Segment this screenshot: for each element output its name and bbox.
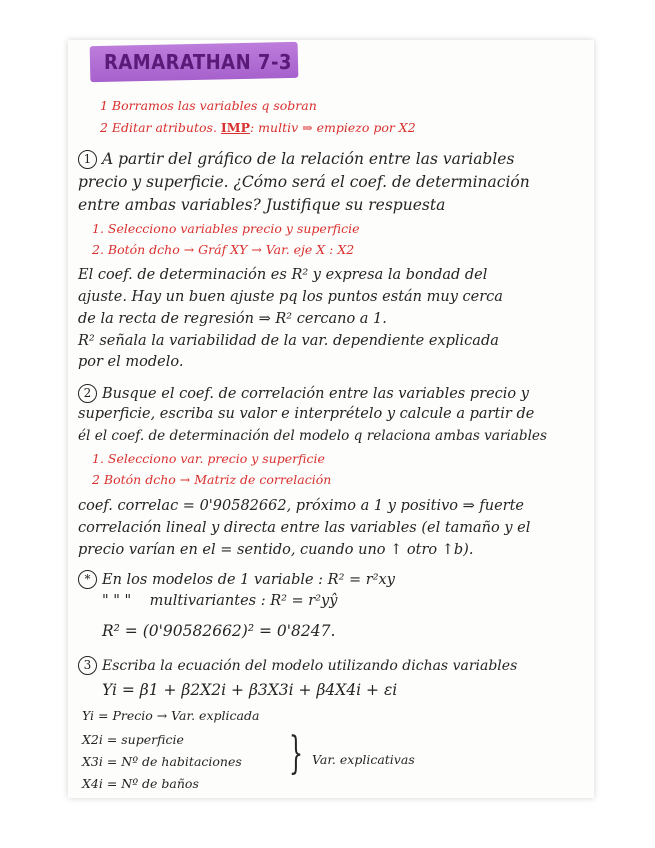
note-calc: R² = (0'90582662)² = 0'8247. xyxy=(102,622,336,640)
q1-answer-5: por el modelo. xyxy=(78,354,184,370)
q2-answer-1: coef. correlac = 0'90582662, próximo a 1 y positivo ⇒ fuerte xyxy=(78,498,525,514)
q1-number: 1 xyxy=(78,150,97,169)
q1-line-3: entre ambas variables? Justifique su respuesta xyxy=(78,196,446,214)
note-line-2-rest: multivariantes : R² = r²yŷ xyxy=(149,593,338,609)
def-x4: X4i = Nº de baños xyxy=(82,776,199,791)
q1-line-2: precio y superficie. ¿Cómo será el coef. de determinación xyxy=(78,173,530,191)
notebook-page xyxy=(68,40,594,798)
def-x2: X2i = superficie xyxy=(82,732,184,747)
q2-line-3: él el coef. de determinación del modelo q relaciona ambas variables xyxy=(78,428,547,444)
intro-step-2 xyxy=(100,120,416,135)
q1-answer-2: ajuste. Hay un buen ajuste pq los puntos están muy cerca xyxy=(78,289,503,305)
note-marker: * xyxy=(78,570,97,589)
q2-number: 2 xyxy=(78,384,97,403)
note-line-2 xyxy=(102,593,337,609)
q3-line: 3 Escriba la ecuación del modelo utilizando dichas variables xyxy=(78,656,517,675)
imp-label: IMP xyxy=(220,120,250,135)
q1-step-2: 2. Botón dcho → Gráf XY → Var. eje X : X2 xyxy=(92,242,355,257)
page-title: RAMARATHAN 7-3 xyxy=(104,50,292,74)
brace: } xyxy=(289,728,303,779)
def-x3: X3i = Nº de habitaciones xyxy=(82,754,242,769)
intro-step-1: 1 Borramos las variables q sobran xyxy=(100,98,317,113)
q2-step-2: 2 Botón dcho → Matriz de correlación xyxy=(92,472,332,487)
q1-answer-3: de la recta de regresión ⇒ R² cercano a 1. xyxy=(78,311,387,327)
q1-line-1: 1 A partir del gráfico de la relación entre las variables xyxy=(78,150,514,169)
note-line-1: * En los modelos de 1 variable : R² = r²xy xyxy=(78,570,395,589)
q2-answer-2: correlación lineal y directa entre las variables (el tamaño y el xyxy=(78,520,531,536)
q1-answer-1: El coef. de determinación es R² y expresa la bondad del xyxy=(78,267,488,283)
ditto-marks: " " " xyxy=(102,593,132,609)
q1-step-1: 1. Selecciono variables precio y superficie xyxy=(92,221,360,236)
q2-answer-3: precio varían en el = sentido, cuando uno ↑ otro ↑b). xyxy=(78,542,474,558)
q3-equation: Yi = β1 + β2X2i + β3X3i + β4X4i + εi xyxy=(102,681,398,699)
intro-step-2-post: : multiv ⇒ empiezo por X2 xyxy=(250,120,416,135)
def-explicativas: Var. explicativas xyxy=(312,752,415,767)
def-yi: Yi = Precio → Var. explicada xyxy=(82,708,260,723)
q1-answer-4: R² señala la variabilidad de la var. dependiente explicada xyxy=(78,333,499,349)
q3-number: 3 xyxy=(78,656,97,675)
q2-step-1: 1. Selecciono var. precio y superficie xyxy=(92,451,325,466)
intro-step-2-pre: 2 Editar atributos. xyxy=(100,120,217,135)
q2-line-1: 2 Busque el coef. de correlación entre las variables precio y xyxy=(78,384,529,403)
q2-line-2: superficie, escriba su valor e interprételo y calcule a partir de xyxy=(78,406,535,422)
